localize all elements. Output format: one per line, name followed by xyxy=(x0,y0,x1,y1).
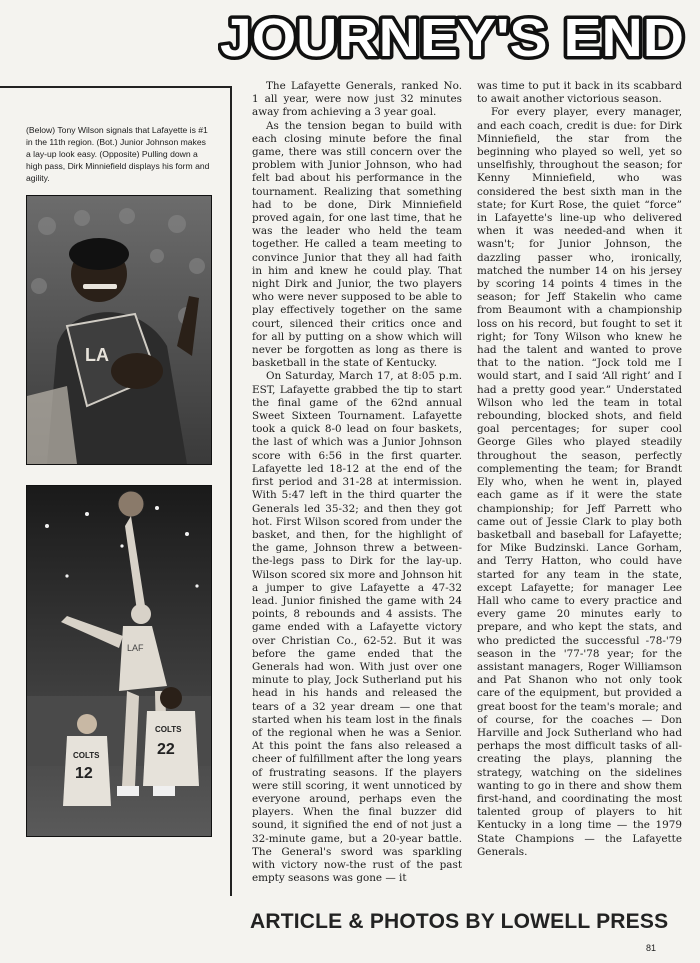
article-paragraph: On Saturday, March 17, at 8:05 p.m. EST, Lafayette grabbed the tip to start the final game of the 62nd annual Sweet Sixteen Tournament. Lafayette took a quick 8-0 lead on four baskets, the last of which was a Junior Johnson score with 6:56 in the first quarter. Lafayette led 18-12 at the end of the first period and 31-28 at intermission. With 5:47 left in the third quarter the Generals led 35-32; and then they got hot. First Wilson scored from under the basket, and then, for the highlight of the game, Johnson threw a between-the-legs pass to Dirk for the lay-up. Wilson scored six more and Johnson hit a jumper to give Lafayette a 47-32 lead. Junior finished the game with 24 points, 8 rebounds and 4 assists. The game ended with a Lafayette victory over Christian Co., 62-52. But it was before the game ended that the Generals had won. With just over one minute to play, Jock Sutherland put his head in his hands and released the tears of a 32 year dream — one that started when his team lost in the finals of the regional when he was a Senior. At this point the fans also released a cheer of fulfillment after the long years of frustrating seasons. If the players were still scoring, it went unnoticed by everyone around, perhaps even the players. When the final buzzer did sound, it signified the end of not just a 32-minute game, but a 20-year battle. The General's sword was sparkling with victory now-the rust of the past empty seasons was gone — it xyxy=(252,370,462,885)
jersey-text-colts-left: COLTS xyxy=(73,751,100,760)
sidebar-divider xyxy=(230,86,232,896)
article-column-1 xyxy=(252,80,462,885)
article-paragraph: As the tension began to build with each closing minute before the final game, there was still concern over the problem with Junior Johnson, who had felt bad about his performance in the tournament. Realizing that something had to be done, Dirk Minniefield proved again, for one last time, that he was the leader who held the team together. He called a team meeting to convince Junior that they all had faith in him and knew he could play. That night Dirk and Junior, the two players who were never supposed to be able to play effectively together on the same court, silenced their critics once and for all by putting on a show which will never be forgotten as long as there is basketball in the state of Kentucky. xyxy=(252,119,462,370)
headline-text: JOURNEY'S END xyxy=(220,8,684,64)
headline xyxy=(218,6,688,64)
headline-graphic xyxy=(218,6,688,64)
jersey-text-top: LA xyxy=(85,345,109,365)
article-column-2 xyxy=(477,80,682,859)
article-paragraph: For every player, every manager, and each coach, credit is due: for Dirk Minniefield, the star from the beginning who played so well, yet so unselfishly, throughout the season; for Kenny Minniefield, who was considered the best sixth man in the state; for Kurt Rose, the quiet “force” in Lafayette's line-up who delivered when it was needed-and when it wasn't; for Junior Johnson, the dazzling passer who, ironically, matched the number 14 on his jersey by scoring 14 points 4 times in the season; for Jeff Stakelin who came from Beaumont with a championship loss on his record, but fought to set it right; for Tony Wilson who knew he had the talent and wanted to prove that to the nation. “Jock told me I would start, and I said ‘All right’ and I had a pretty good year.” Understated Wilson who led the team in total rebounding, blocked shots, and field goal percentages; for super cool George Giles who played steadily throughout the season, perfectly complementing the team; for Brandt Ely who, when he went in, played each game as if it were the state championship; for Jeff Parrett who came out of Jessie Clark to play both basketball and baseball for Lafayette; for Mike Budzinski. Lance Gorham, and Terry Hatton, who could have started for any team in the state, except Lafayette; for manager Lee Hall who came to every practice and every game 20 minutes early to prepare, and who kept the stats, and who predicted the successful -78-'79 season in the '77-'78 year; for the assistant managers, Roger Williamson and Pat Shanon who not only took care of the equipment, but provided a great boost for the team's morale; and of course, for the coaches — Don Harville and Jock Sutherland who had perhaps the most difficult tasks of all-creating the plays, planning the strategy, watching on the sidelines wanting to go in there and show them first-hand, and coordinating the most talented group of players to hit Kentucky in a long time — the 1979 State Champions — the Lafayette Generals. xyxy=(477,106,682,858)
photo-caption: (Below) Tony Wilson signals that Lafayette is #1 in the 11th region. (Bot.) Junior Johnson makes a lay-up look easy. (Opposite) Pulling down a high pass, Dirk Minniefield displays his form and agility. xyxy=(26,125,210,183)
jersey-number-left: 12 xyxy=(75,765,93,782)
sidebar-top-rule xyxy=(0,86,230,88)
photo-junior-johnson-layup xyxy=(26,485,212,837)
jersey-number-right: 22 xyxy=(157,741,175,758)
article-paragraph: The Lafayette Generals, ranked No. 1 all year, were now just 32 minutes away from achieving a 3 year goal. xyxy=(252,80,462,119)
article-paragraph: was time to put it back in its scabbard to await another victorious season. xyxy=(477,80,682,106)
jersey-text-shooter: LAF xyxy=(127,643,144,653)
photo-tony-wilson xyxy=(26,195,212,465)
article-credit: ARTICLE & PHOTOS BY LOWELL PRESS xyxy=(250,910,669,933)
page-number: 81 xyxy=(646,943,657,953)
jersey-text-colts-right: COLTS xyxy=(155,725,182,734)
